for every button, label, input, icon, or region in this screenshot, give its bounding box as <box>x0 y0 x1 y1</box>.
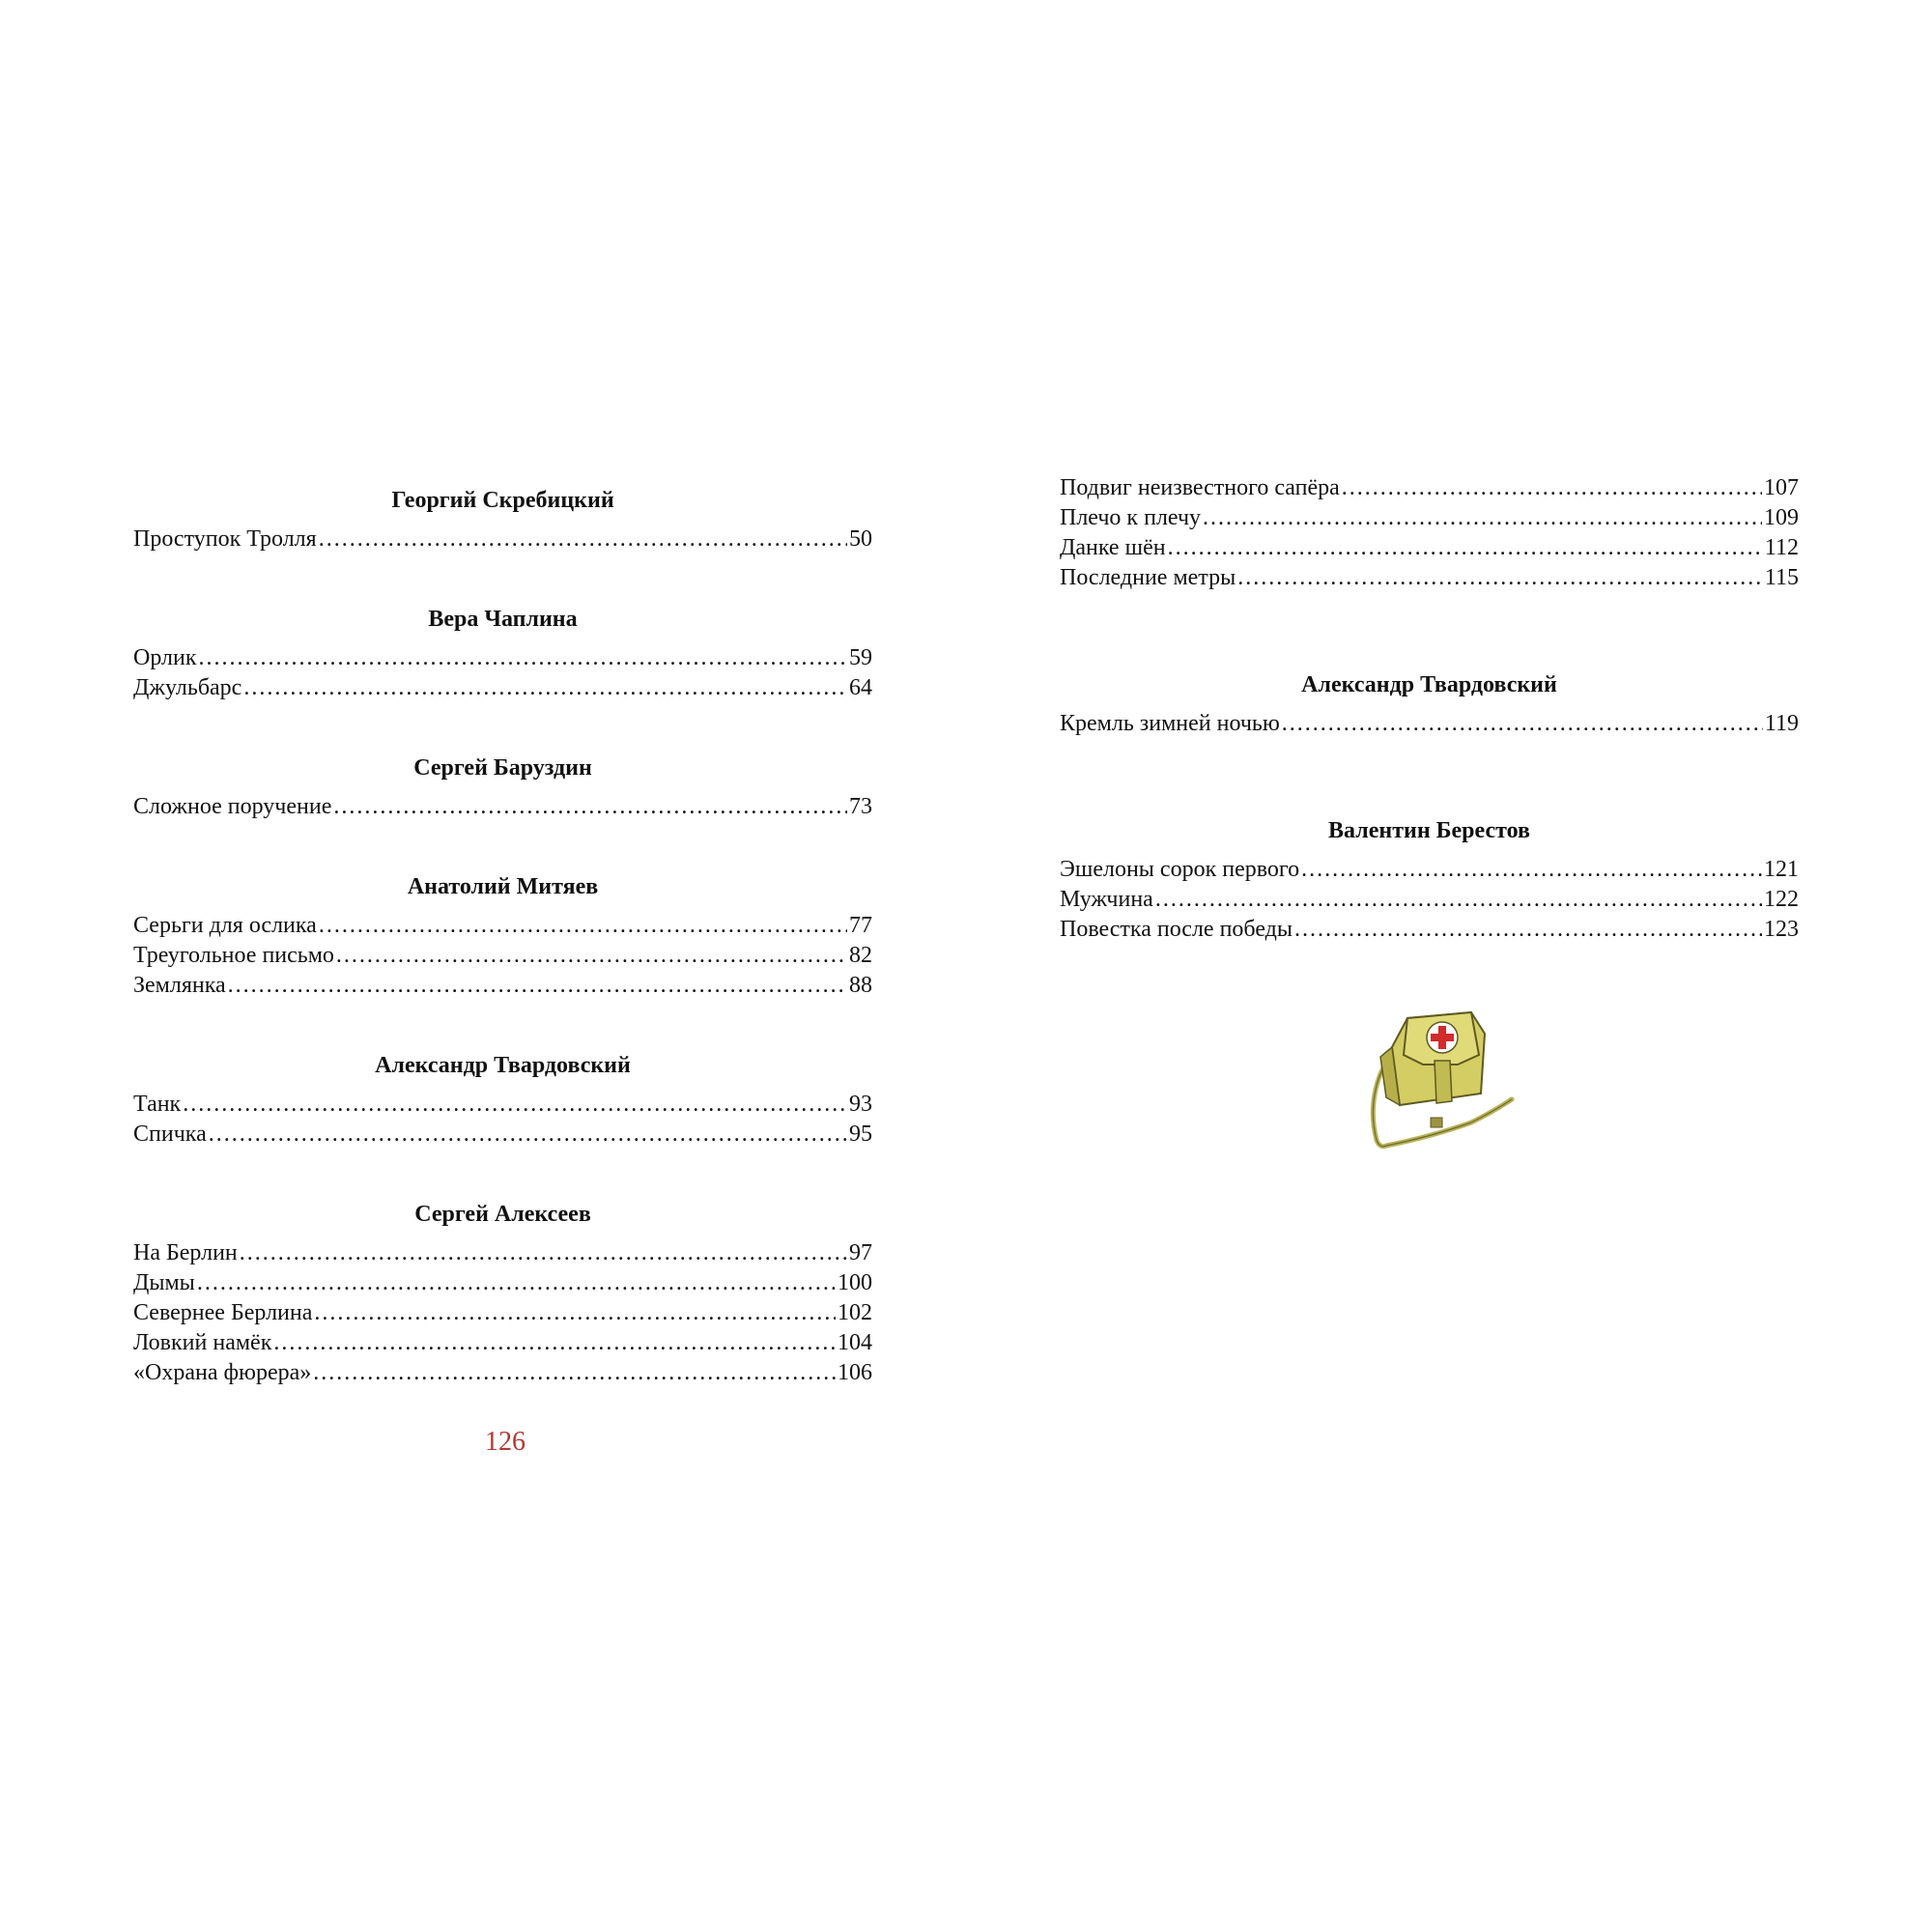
entry-title: Танк <box>133 1092 182 1117</box>
dot-leader <box>319 911 847 941</box>
toc-entry[interactable] <box>133 941 872 971</box>
entry-title: Последние метры <box>1060 565 1236 590</box>
dot-leader <box>1237 563 1763 593</box>
toc-section <box>1060 670 1799 739</box>
toc-left-column <box>133 486 872 1388</box>
toc-section <box>133 872 872 1001</box>
entry-page: 112 <box>1764 535 1799 560</box>
entry-page: 104 <box>838 1330 872 1355</box>
entry-title: Серьги для ослика <box>133 913 317 938</box>
dot-leader <box>273 1328 836 1358</box>
entry-page: 121 <box>1764 857 1799 882</box>
dot-leader <box>1301 855 1762 885</box>
toc-entry[interactable] <box>133 1238 872 1268</box>
toc-right-column <box>1060 473 1799 945</box>
entry-page: 77 <box>849 913 872 938</box>
entry-title: Джульбарс <box>133 675 242 700</box>
entry-page: 95 <box>849 1122 872 1147</box>
dot-leader <box>183 1090 847 1120</box>
dot-leader <box>240 1238 847 1268</box>
toc-entry[interactable] <box>1060 709 1799 739</box>
dot-leader <box>1155 885 1762 915</box>
entry-title: Кремль зимней ночью <box>1060 711 1280 736</box>
dot-leader <box>313 1358 836 1388</box>
author-heading: Вера Чаплина <box>428 607 578 632</box>
entry-page: 102 <box>838 1300 872 1325</box>
toc-entry[interactable] <box>1060 503 1799 533</box>
entry-page: 50 <box>849 526 872 552</box>
author-heading: Георгий Скребицкий <box>391 488 614 513</box>
author-heading: Александр Твардовский <box>1301 672 1557 697</box>
toc-entry[interactable] <box>133 1358 872 1388</box>
toc-entry[interactable] <box>133 792 872 822</box>
entry-title: Дымы <box>133 1270 195 1295</box>
entry-title: Эшелоны сорок первого <box>1060 857 1300 882</box>
toc-entry[interactable] <box>1060 885 1799 915</box>
toc-entry[interactable] <box>1060 563 1799 593</box>
toc-entry[interactable] <box>133 1328 872 1358</box>
entry-page: 122 <box>1764 887 1799 912</box>
author-heading: Сергей Баруздин <box>413 755 592 781</box>
toc-entry[interactable] <box>133 1090 872 1120</box>
toc-entry[interactable] <box>1060 473 1799 503</box>
entry-page: 73 <box>849 794 872 819</box>
dot-leader <box>228 971 847 1001</box>
page-number: 126 <box>485 1427 526 1457</box>
toc-section <box>133 605 872 703</box>
dot-leader <box>1294 915 1762 945</box>
toc-entry[interactable] <box>133 525 872 554</box>
toc-entry[interactable] <box>133 673 872 703</box>
toc-section <box>133 1051 872 1150</box>
entry-page: 123 <box>1764 917 1799 942</box>
entry-title: Данке шён <box>1060 535 1166 560</box>
entry-page: 88 <box>849 973 872 998</box>
entry-title: Подвиг неизвестного сапёра <box>1060 475 1340 500</box>
dot-leader <box>319 525 847 554</box>
toc-entry[interactable] <box>133 971 872 1001</box>
entry-title: Севернее Берлина <box>133 1300 313 1325</box>
dot-leader <box>1342 473 1762 503</box>
entry-title: «Охрана фюрера» <box>133 1360 312 1385</box>
entry-page: 100 <box>838 1270 872 1295</box>
entry-title: Орлик <box>133 645 197 670</box>
entry-page: 82 <box>849 943 872 968</box>
entry-page: 59 <box>849 645 872 670</box>
dot-leader <box>1168 533 1763 563</box>
dot-leader <box>336 941 847 971</box>
dot-leader <box>1203 503 1762 533</box>
toc-entry[interactable] <box>1060 855 1799 885</box>
toc-continued-entries <box>1060 473 1799 593</box>
entry-page: 107 <box>1764 475 1799 500</box>
medical-bag-icon <box>1357 1005 1521 1159</box>
dot-leader <box>199 643 848 673</box>
toc-entry[interactable] <box>1060 915 1799 945</box>
toc-entry[interactable] <box>133 1120 872 1150</box>
toc-entry[interactable] <box>133 643 872 673</box>
author-heading: Сергей Алексеев <box>414 1202 591 1227</box>
dot-leader <box>314 1298 836 1328</box>
entry-title: Проступок Тролля <box>133 526 317 552</box>
entry-title: Треугольное письмо <box>133 943 334 968</box>
dot-leader <box>209 1120 847 1150</box>
toc-entry[interactable] <box>133 1268 872 1298</box>
toc-section <box>133 1200 872 1388</box>
toc-section <box>1060 816 1799 945</box>
toc-entry[interactable] <box>133 911 872 941</box>
toc-section <box>133 486 872 554</box>
entry-page: 119 <box>1764 711 1799 736</box>
entry-page: 64 <box>849 675 872 700</box>
entry-title: На Берлин <box>133 1240 238 1265</box>
author-heading: Анатолий Митяев <box>407 874 599 899</box>
toc-section <box>133 753 872 822</box>
dot-leader <box>333 792 847 822</box>
entry-title: Ловкий намёк <box>133 1330 272 1355</box>
entry-title: Мужчина <box>1060 887 1153 912</box>
entry-title: Плечо к плечу <box>1060 505 1202 530</box>
author-heading: Валентин Берестов <box>1328 818 1530 843</box>
toc-entry[interactable] <box>133 1298 872 1328</box>
dot-leader <box>1282 709 1763 739</box>
entry-title: Сложное поручение <box>133 794 332 819</box>
entry-title: Спичка <box>133 1122 207 1147</box>
toc-entry[interactable] <box>1060 533 1799 563</box>
entry-title: Повестка после победы <box>1060 917 1293 942</box>
entry-page: 106 <box>838 1360 872 1385</box>
dot-leader <box>243 673 847 703</box>
entry-title: Землянка <box>133 973 226 998</box>
dot-leader <box>197 1268 836 1298</box>
entry-page: 115 <box>1764 565 1799 590</box>
entry-page: 109 <box>1764 505 1799 530</box>
entry-page: 93 <box>849 1092 872 1117</box>
entry-page: 97 <box>849 1240 872 1265</box>
author-heading: Александр Твардовский <box>375 1053 631 1078</box>
